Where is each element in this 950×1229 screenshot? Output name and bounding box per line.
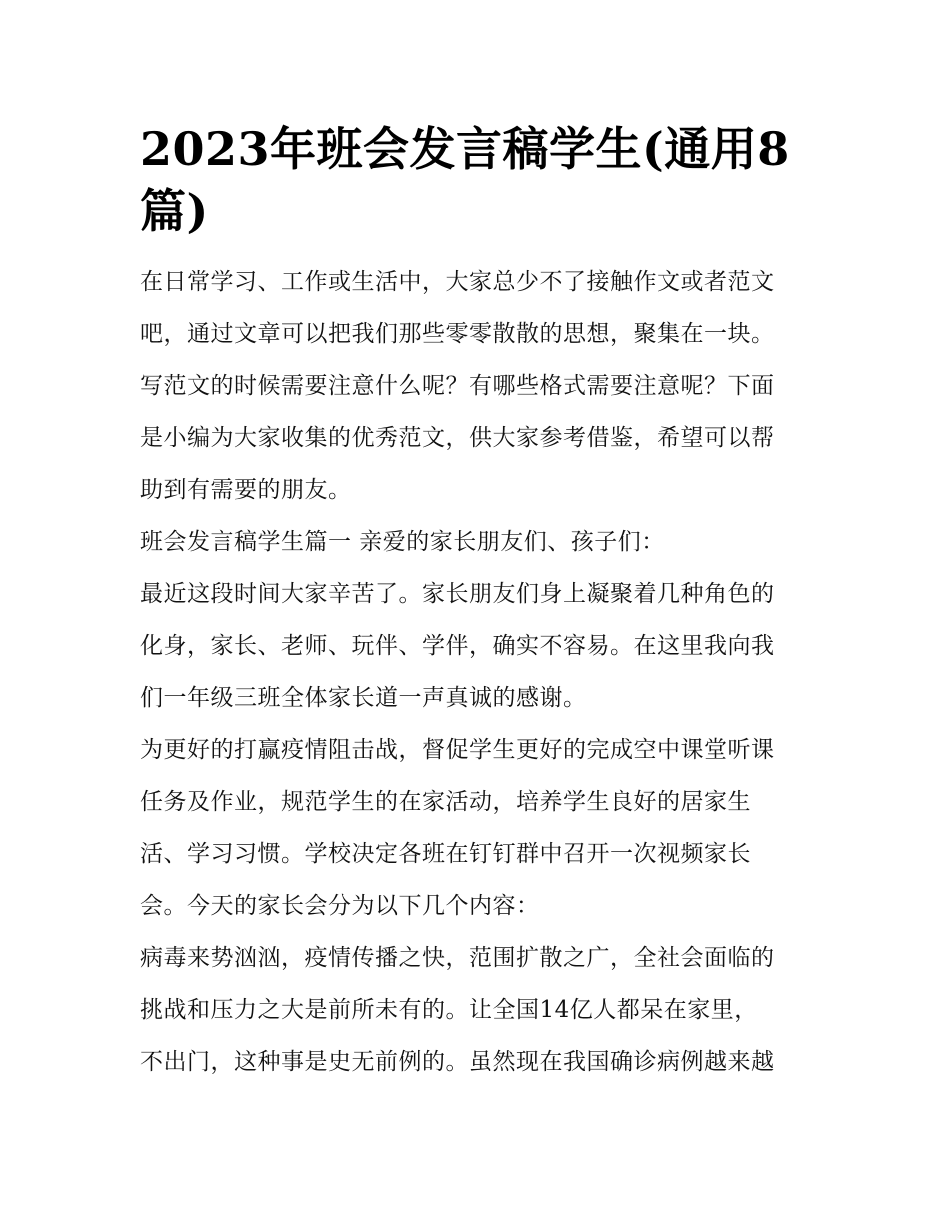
paragraph-line: 不出门，这种事是史无前例的。虽然现在我国确诊病例越来越 <box>140 1049 775 1075</box>
title-line: 2023年班会发言稿学生(通用8 <box>140 122 790 176</box>
document-title <box>140 118 812 242</box>
paragraph <box>140 724 812 932</box>
document-body <box>140 118 812 1088</box>
paragraph-line: 挑战和压力之大是前所未有的。让全国14亿人都呆在家里， <box>140 997 758 1023</box>
paragraph-line: 吧，通过文章可以把我们那些零零散散的思想，聚集在一块。 <box>140 321 775 347</box>
paragraph-line: 助到有需要的朋友。 <box>140 477 352 503</box>
paragraph-line: 为更好的打赢疫情阻击战，督促学生更好的完成空中课堂听课 <box>140 737 775 763</box>
paragraph-line: 是小编为大家收集的优秀范文，供大家参考借鉴，希望可以帮 <box>140 425 775 451</box>
paragraph-line: 任务及作业，规范学生的在家活动，培养学生良好的居家生 <box>140 789 751 815</box>
title-line: 篇) <box>140 184 209 238</box>
paragraph-line: 化身，家长、老师、玩伴、学伴，确实不容易。在这里我向我 <box>140 633 775 659</box>
paragraph <box>140 568 812 724</box>
paragraph-line: 最近这段时间大家辛苦了。家长朋友们身上凝聚着几种角色的 <box>140 581 775 607</box>
paragraph-line: 在日常学习、工作或生活中，大家总少不了接触作文或者范文 <box>140 269 775 295</box>
paragraph-line: 活、学习习惯。学校决定各班在钉钉群中召开一次视频家长 <box>140 841 751 867</box>
paragraph-line: 们一年级三班全体家长道一声真诚的感谢。 <box>140 685 587 711</box>
paragraph-line: 写范文的时候需要注意什么呢？有哪些格式需要注意呢？下面 <box>140 373 775 399</box>
paragraph-line: 会。今天的家长会分为以下几个内容： <box>140 893 540 919</box>
paragraph <box>140 932 812 1088</box>
paragraph <box>140 516 812 568</box>
paragraph-list <box>140 256 812 1088</box>
paragraph-line: 班会发言稿学生篇一 亲爱的家长朋友们、孩子们： <box>140 529 665 555</box>
paragraph-line: 病毒来势汹汹，疫情传播之快，范围扩散之广，全社会面临的 <box>140 945 775 971</box>
paragraph <box>140 256 812 516</box>
